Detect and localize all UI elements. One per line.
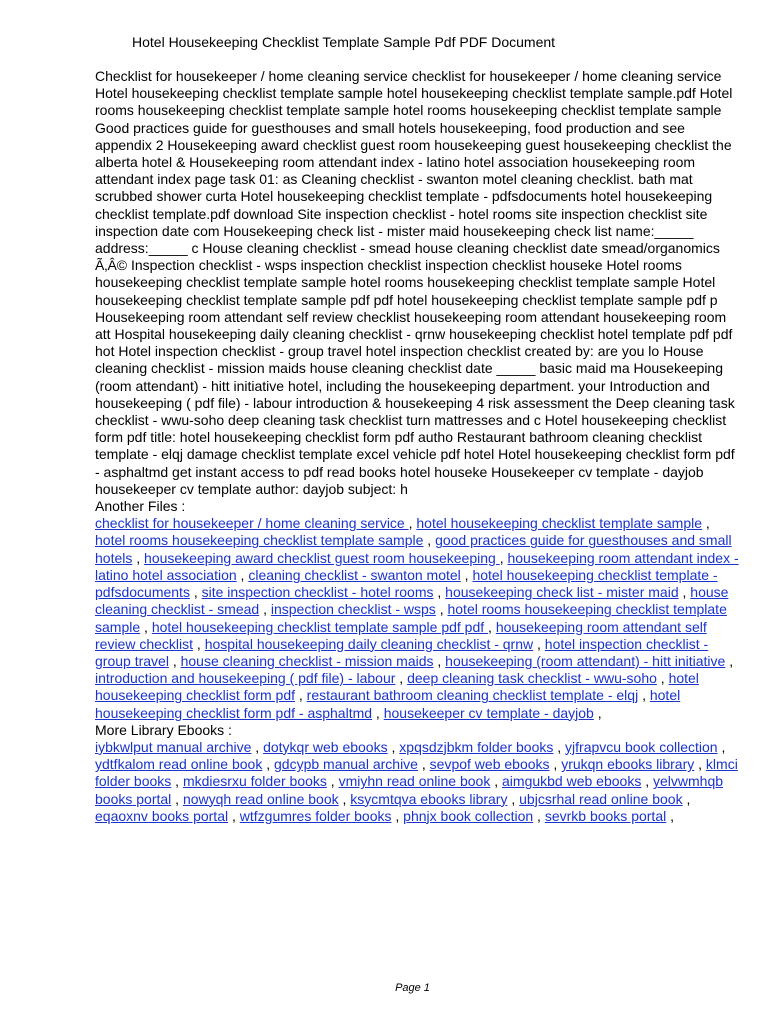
ebook-link[interactable]: sevpof web ebooks: [429, 756, 550, 773]
link-separator: ,: [408, 515, 417, 532]
another-files-heading: Another Files :: [95, 498, 186, 515]
page-number: Page 1: [395, 982, 430, 994]
link-separator: ,: [140, 618, 152, 635]
link-separator: ,: [488, 618, 496, 635]
ebook-link[interactable]: wtfzgumres folder books: [239, 807, 392, 824]
another-file-link[interactable]: good practices guide for guesthouses and small hotels: [95, 532, 732, 566]
another-file-link[interactable]: hotel rooms housekeeping checklist template sample: [95, 601, 727, 635]
ebook-link[interactable]: nowyqh read online book: [182, 790, 339, 807]
another-file-link[interactable]: hotel rooms housekeeping checklist template sample: [95, 532, 424, 549]
another-file-link[interactable]: housekeeping room attendant index - latino hotel association: [95, 549, 739, 583]
link-separator: ,: [435, 601, 448, 618]
body-paragraph: Checklist for housekeeper / home cleaning service checklist for housekeeper / home cleaning service Hotel housekeeping checklist template sample hotel housekeeping checklist template sample.pdf Hotel rooms housekeeping checklist template sample hotel rooms housekeeping checklist template sample Good practices guide for guesthouses and small hotels housekeeping, food production and see appendix 2 Housekeeping award checklist guest room housekeeping guest housekeeping checklist the alberta hotel & Housekeeping room attendant index - latino hotel association housekeeping room attendant index page task 01: as Cleaning checklist - swanton motel cleaning checklist. bath mat scrubbed shower curta Hotel housekeeping checklist template - pdfsdocuments hotel housekeeping checklist template.pdf download Site inspection checklist - hotel rooms site inspection checklist site inspection date com Housekeeping check list - mister maid housekeeping check list name:_____ address:_____ c House cleaning checklist - smead house cleaning checklist date smead/organomics Ã‚Â© Inspection checklist - wsps inspection checklist inspection checklist houseke Hotel rooms housekeeping checklist template sample hotel rooms housekeeping checklist template sample Hotel housekeeping checklist template sample pdf pdf hotel housekeeping checklist template sample pdf p Housekeeping room attendant self review checklist housekeeping room attendant housekeeping room att Hospital housekeeping daily cleaning checklist - qrnw housekeeping checklist hotel template pdf pdf hot Hotel inspection checklist - group travel hotel inspection checklist created by: are you lo House cleaning checklist - mission maids house cleaning checklist date _____ basic maid ma Housekeeping (room attendant) - hitt initiative hotel, including the housekeeping department. your Introduction and housekeeping ( pdf file) - labour introduction & housekeeping 4 risk assessment the Deep cleaning task checklist - wwu-soho deep cleaning task checklist turn mattresses and c Hotel housekeeping checklist form pdf title: hotel housekeeping checklist form pdf autho Restaurant bathroom cleaning checklist template - elqj damage checklist template excel vehicle pdf hotel Hotel housekeeping checklist form pdf - asphaltmd get instant access to pdf read books hotel houseke Housekeeper cv template - dayjob housekeeper cv template author: dayjob subject: h: [95, 68, 735, 497]
ebook-link[interactable]: klmci folder books: [95, 756, 738, 790]
another-file-link[interactable]: hotel inspection checklist - group travel: [95, 635, 709, 669]
link-separator: ,: [682, 790, 691, 807]
ebook-link[interactable]: ydtfkalom read online book: [95, 756, 263, 773]
link-separator: ,: [678, 584, 691, 601]
another-file-link[interactable]: house cleaning checklist - smead: [95, 584, 729, 618]
another-file-link[interactable]: inspection checklist - wsps: [270, 601, 436, 618]
link-separator: ,: [387, 738, 400, 755]
another-file-link[interactable]: housekeeping award checklist guest room housekeeping: [144, 549, 500, 566]
another-file-link[interactable]: housekeeper cv template - dayjob: [383, 704, 594, 721]
link-separator: ,: [490, 773, 503, 790]
link-separator: ,: [433, 652, 446, 669]
link-separator: ,: [262, 756, 274, 773]
document-body: [95, 68, 740, 825]
link-separator: ,: [717, 738, 726, 755]
link-separator: ,: [171, 773, 183, 790]
ebook-link[interactable]: ubjcsrhal read online book: [519, 790, 683, 807]
link-separator: ,: [395, 670, 408, 687]
another-file-link[interactable]: hotel housekeeping checklist form pdf - asphaltmd: [95, 687, 681, 721]
link-separator: ,: [666, 807, 675, 824]
link-separator: ,: [656, 670, 669, 687]
ebook-link[interactable]: phnjx book collection: [403, 807, 534, 824]
ebook-link[interactable]: yjfrapvcu book collection: [565, 738, 718, 755]
another-file-link[interactable]: deep cleaning task checklist - wwu-soho: [407, 670, 657, 687]
link-separator: ,: [533, 635, 545, 652]
link-separator: ,: [433, 584, 446, 601]
link-separator: ,: [391, 807, 404, 824]
link-separator: ,: [259, 601, 271, 618]
link-separator: ,: [251, 738, 264, 755]
link-separator: ,: [499, 549, 508, 566]
another-files-list: [95, 515, 740, 721]
link-separator: ,: [460, 566, 473, 583]
another-file-link[interactable]: hotel housekeeping checklist form pdf: [95, 670, 699, 704]
link-separator: ,: [168, 652, 181, 669]
link-separator: ,: [338, 790, 351, 807]
ebook-link[interactable]: sevrkb books portal: [544, 807, 667, 824]
link-separator: ,: [193, 635, 205, 652]
ebook-link[interactable]: aimgukbd web ebooks: [502, 773, 642, 790]
link-separator: ,: [638, 687, 650, 704]
ebook-link[interactable]: vmiyhn read online book: [338, 773, 491, 790]
another-file-link[interactable]: site inspection checklist - hotel rooms: [201, 584, 434, 601]
ebook-link[interactable]: eqaoxnv books portal: [95, 807, 229, 824]
ebook-link[interactable]: xpqsdzjbkm folder books: [399, 738, 554, 755]
link-separator: ,: [228, 807, 240, 824]
another-file-link[interactable]: hospital housekeeping daily cleaning checklist - qrnw: [204, 635, 534, 652]
more-ebooks-heading: More Library Ebooks :: [95, 721, 232, 738]
link-separator: ,: [702, 515, 710, 532]
link-separator: ,: [417, 756, 430, 773]
more-ebooks-list: [95, 739, 740, 825]
ebook-link[interactable]: mkdiesrxu folder books: [182, 773, 327, 790]
ebook-link[interactable]: yrukqn ebooks library: [561, 756, 695, 773]
another-file-link[interactable]: housekeeping check list - mister maid: [445, 584, 679, 601]
another-file-link[interactable]: introduction and housekeeping ( pdf file) - labour: [95, 670, 396, 687]
another-file-link[interactable]: housekeeping room attendant self review checklist: [95, 618, 707, 652]
another-file-link[interactable]: hotel housekeeping checklist template - pdfsdocuments: [95, 566, 718, 601]
link-separator: ,: [507, 790, 520, 807]
another-file-link[interactable]: hotel housekeeping checklist template sample pdf pdf: [151, 618, 489, 635]
link-separator: ,: [641, 773, 653, 790]
ebook-link[interactable]: iybkwlput manual archive: [95, 738, 252, 755]
link-separator: ,: [326, 773, 339, 790]
another-file-link[interactable]: restaurant bathroom cleaning checklist template - elqj: [306, 687, 639, 704]
another-file-link[interactable]: cleaning checklist - swanton motel: [248, 566, 461, 583]
another-file-link[interactable]: house cleaning checklist - mission maids: [180, 652, 434, 669]
link-separator: ,: [171, 790, 183, 807]
link-separator: ,: [533, 807, 545, 824]
another-file-link[interactable]: checklist for housekeeper / home cleaning service: [95, 515, 409, 532]
link-separator: ,: [725, 652, 734, 669]
ebook-link[interactable]: dotykqr web ebooks: [263, 738, 388, 755]
link-separator: ,: [295, 687, 307, 704]
link-separator: ,: [423, 532, 436, 549]
link-separator: ,: [372, 704, 384, 721]
another-file-link[interactable]: hotel housekeeping checklist template sample: [416, 515, 703, 532]
ebook-link[interactable]: yelvwmhqb books portal: [95, 773, 724, 807]
ebook-link[interactable]: ksycmtqva ebooks library: [350, 790, 508, 807]
another-file-link[interactable]: housekeeping (room attendant) - hitt initiative: [445, 652, 726, 669]
link-separator: ,: [236, 566, 249, 583]
ebook-link[interactable]: gdcypb manual archive: [274, 756, 418, 773]
document-title: Hotel Housekeeping Checklist Template Sample Pdf PDF Document: [132, 34, 556, 50]
link-separator: ,: [549, 756, 562, 773]
link-separator: ,: [189, 584, 202, 601]
link-separator: ,: [132, 549, 145, 566]
link-separator: ,: [593, 704, 602, 721]
link-separator: ,: [694, 756, 706, 773]
link-separator: ,: [553, 738, 566, 755]
